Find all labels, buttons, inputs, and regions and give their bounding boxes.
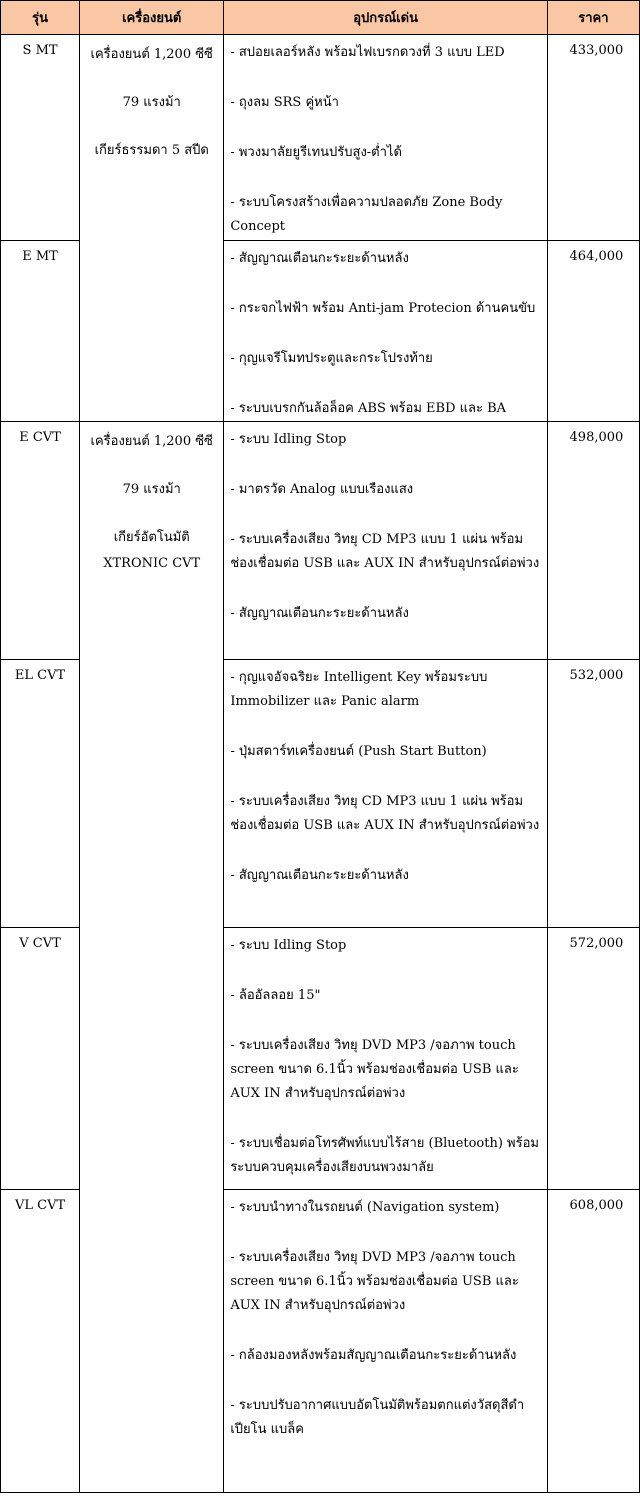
features-cell <box>224 1190 548 1493</box>
model-cell: VL CVT <box>1 1190 80 1493</box>
features-cell <box>224 241 548 422</box>
engine-cell-continued <box>80 928 224 1190</box>
model-cell: E MT <box>1 241 80 422</box>
feature-item: - กระจกไฟฟ้า พร้อม Anti-jam Protecion ด้านคนขับ <box>230 301 536 316</box>
header-model: รุ่น <box>1 1 80 35</box>
feature-item: - ระบบ Idling Stop <box>230 432 347 447</box>
feature-item: - ระบบเบรกกันล้อล็อค ABS พร้อม EBD และ BA <box>230 401 507 416</box>
table-row <box>1 422 640 660</box>
model-cell: S MT <box>1 35 80 241</box>
table-row <box>1 35 640 241</box>
feature-item: - สัญญาณเตือนกะระยะด้านหลัง <box>230 251 409 266</box>
price-cell: 498,000 <box>547 422 639 660</box>
price-cell: 433,000 <box>547 35 639 241</box>
features-cell <box>224 35 548 241</box>
feature-item: - ระบบเครื่องเสียง วิทยุ DVD MP3 /จอภาพ touch screen ขนาด 6.1นิ้ว พร้อมช่องเชื่อมต่อ USB และ AUX IN สำหรับอุปกรณ์ต่อพ่วง <box>230 1038 519 1101</box>
engine-line: XTRONIC CVT <box>103 556 201 571</box>
engine-cell <box>80 422 224 660</box>
header-row <box>1 1 640 35</box>
table-row <box>1 660 640 928</box>
feature-item: - ระบบนำทางในรถยนต์ (Navigation system) <box>230 1200 500 1215</box>
features-cell <box>224 660 548 928</box>
header-features: อุปกรณ์เด่น <box>224 1 548 35</box>
price-cell: 464,000 <box>547 241 639 422</box>
feature-item: - ล้ออัลลอย 15" <box>230 988 321 1003</box>
engine-line: เครื่องยนต์ 1,200 ซีซี <box>90 47 213 62</box>
model-cell: EL CVT <box>1 660 80 928</box>
engine-cell-continued <box>80 1190 224 1493</box>
table-row <box>1 1190 640 1493</box>
feature-item: - พวงมาลัยยูรีเทนปรับสูง-ต่ำได้ <box>230 145 402 160</box>
model-cell: V CVT <box>1 928 80 1190</box>
feature-item: - ระบบโครงสร้างเพื่อความปลอดภัย Zone Body Concept <box>230 195 503 234</box>
engine-cell <box>80 35 224 241</box>
feature-item: - ระบบเครื่องเสียง วิทยุ DVD MP3 /จอภาพ touch screen ขนาด 6.1นิ้ว พร้อมช่องเชื่อมต่อ USB และ AUX IN สำหรับอุปกรณ์ต่อพ่วง <box>230 1250 519 1313</box>
feature-item: - ระบบเครื่องเสียง วิทยุ CD MP3 แบบ 1 แผ่น พร้อมช่องเชื่อมต่อ USB และ AUX IN สำหรับอุปกรณ์ต่อพ่วง <box>230 532 540 571</box>
price-cell: 572,000 <box>547 928 639 1190</box>
feature-item: - ระบบเครื่องเสียง วิทยุ CD MP3 แบบ 1 แผ่น พร้อมช่องเชื่อมต่อ USB และ AUX IN สำหรับอุปกรณ์ต่อพ่วง <box>230 794 540 833</box>
header-engine: เครื่องยนต์ <box>80 1 224 35</box>
feature-item: - กล้องมองหลังพร้อมสัญญาณเตือนกะระยะด้านหลัง <box>230 1348 517 1363</box>
feature-item: - มาตรวัด Analog แบบเรืองแสง <box>230 482 414 497</box>
model-cell: E CVT <box>1 422 80 660</box>
feature-item: - สปอยเลอร์หลัง พร้อมไฟเบรกดวงที่ 3 แบบ LED <box>230 45 505 60</box>
feature-item: - ระบบเชื่อมต่อโทรศัพท์แบบไร้สาย (Bluetooth) พร้อมระบบควบคุมเครื่องเสียงบนพวงมาลัย <box>230 1136 539 1175</box>
feature-item: - ระบบปรับอากาศแบบอัตโนมัติพร้อมตกแต่งวัสดุสีดำ เปียโน แบล็ค <box>230 1398 525 1437</box>
engine-line: เครื่องยนต์ 1,200 ซีซี <box>90 434 213 449</box>
price-cell: 608,000 <box>547 1190 639 1493</box>
table-row <box>1 928 640 1190</box>
features-cell <box>224 928 548 1190</box>
engine-cell-continued <box>80 660 224 928</box>
engine-line: 79 แรงม้า <box>122 95 181 110</box>
feature-item: - กุญแจอัจฉริยะ Intelligent Key พร้อมระบบ Immobilizer และ Panic alarm <box>230 670 488 709</box>
engine-cell-continued <box>80 241 224 422</box>
header-price: ราคา <box>547 1 639 35</box>
feature-item: - สัญญาณเตือนกะระยะด้านหลัง <box>230 606 409 621</box>
table-row <box>1 241 640 422</box>
feature-item: - กุญแจรีโมทประตูและกระโปรงท้าย <box>230 351 433 366</box>
feature-item: - ถุงลม SRS คู่หน้า <box>230 95 339 110</box>
feature-item: - ปุ่มสตาร์ทเครื่องยนต์ (Push Start Button) <box>230 744 487 759</box>
features-cell <box>224 422 548 660</box>
engine-line: เกียร์อัตโนมัติ <box>113 530 190 545</box>
feature-item: - สัญญาณเตือนกะระยะด้านหลัง <box>230 868 409 883</box>
feature-item: - ระบบ Idling Stop <box>230 938 347 953</box>
engine-line: เกียร์ธรรมดา 5 สปีด <box>94 143 209 158</box>
price-cell: 532,000 <box>547 660 639 928</box>
engine-line: 79 แรงม้า <box>122 482 181 497</box>
